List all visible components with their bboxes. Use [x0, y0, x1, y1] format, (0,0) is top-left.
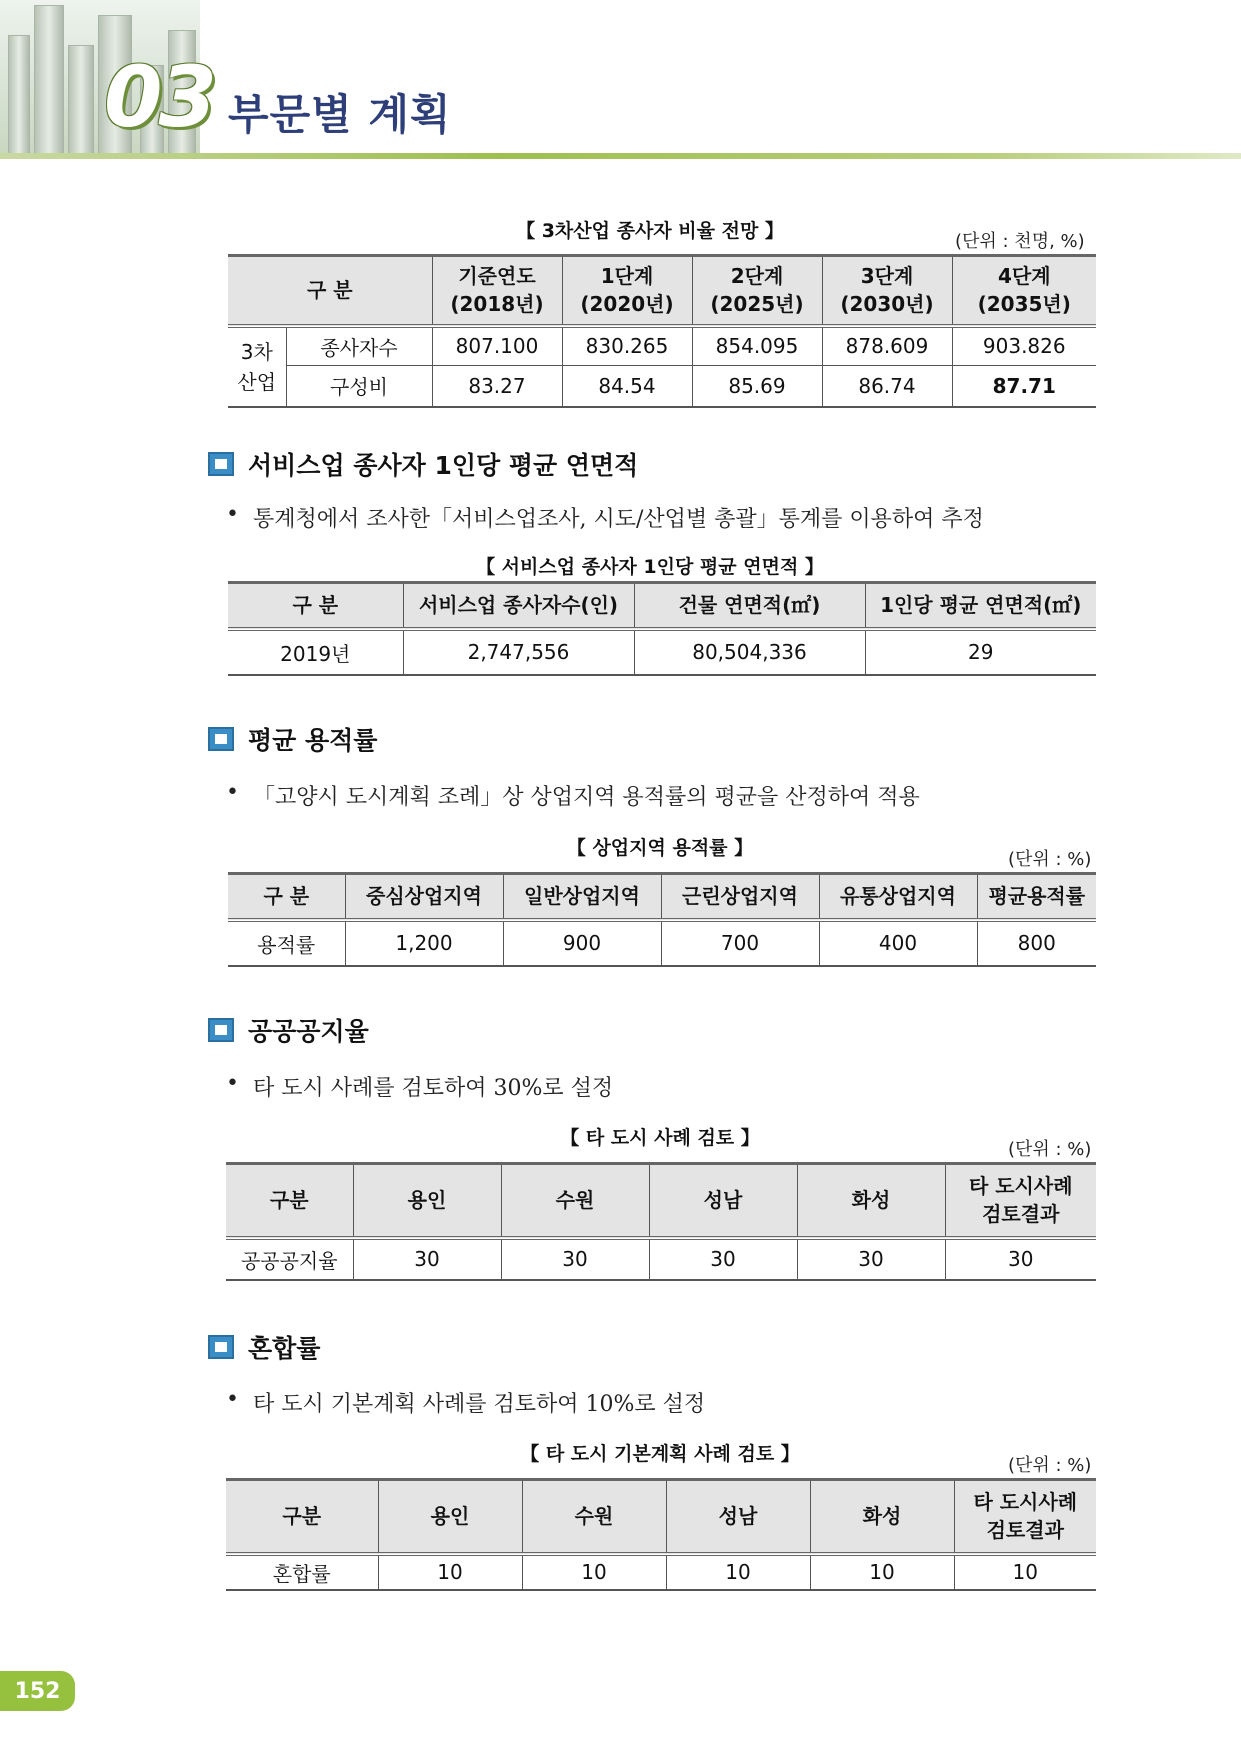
section-square-icon — [208, 1018, 234, 1042]
table-tertiary-industry-ratio — [228, 254, 1096, 408]
table-cell: 80,504,336 — [634, 629, 865, 675]
table-cell: 2,747,556 — [403, 629, 634, 675]
bullet-item — [226, 1071, 613, 1102]
table-cell: 800 — [977, 920, 1096, 966]
table1-header-category: 구 분 — [228, 256, 432, 326]
table4-header: 구분 — [226, 1164, 353, 1238]
section-heading-average-far — [208, 721, 377, 757]
table-cell: 용적률 — [228, 920, 345, 966]
table-cell: 공공공지율 — [226, 1238, 353, 1280]
table-row — [228, 629, 1096, 675]
bullet-dot-icon: • — [226, 1387, 239, 1412]
table4-header: 화성 — [797, 1164, 945, 1238]
table1-group-label: 3차 산업 — [228, 326, 286, 407]
table2-header: 구 분 — [228, 583, 403, 629]
bullet-text: 「고양시 도시계획 조례」상 상업지역 용적률의 평균을 산정하여 적용 — [252, 785, 920, 810]
table-service-floor-area — [228, 581, 1096, 676]
table-row — [226, 1238, 1096, 1280]
table-cell: 30 — [797, 1238, 945, 1280]
bullet-dot-icon: • — [226, 780, 239, 805]
table5-header: 성남 — [666, 1480, 810, 1554]
table-cell: 10 — [522, 1554, 666, 1590]
table-cell: 878.609 — [822, 326, 952, 366]
table3-caption: 【 상업지역 용적률 】 — [566, 837, 754, 859]
table1-col-header: 1단계 (2020년) — [562, 256, 692, 326]
table1-caption: 【 3차산업 종사자 비율 전망 】 — [516, 220, 784, 242]
table-cell: 2019년 — [228, 629, 403, 675]
table1-row-label: 종사자수 — [286, 326, 432, 366]
table-cell: 10 — [810, 1554, 954, 1590]
bullet-item — [226, 502, 984, 533]
table-cell: 30 — [501, 1238, 649, 1280]
table-row — [228, 366, 1096, 407]
page-number: 152 — [0, 1671, 75, 1711]
section-square-icon — [208, 727, 234, 751]
section-title: 서비스업 종사자 1인당 평균 연면적 — [248, 451, 639, 480]
table3-header: 구 분 — [228, 874, 345, 920]
section-title: 공공공지율 — [248, 1017, 369, 1046]
table2-header: 1인당 평균 연면적(㎡) — [865, 583, 1096, 629]
table1-col-header: 기준연도 (2018년) — [432, 256, 562, 326]
table1-col-header: 3단계 (2030년) — [822, 256, 952, 326]
table-row — [228, 326, 1096, 366]
table-cell: 700 — [661, 920, 819, 966]
table-cell: 830.265 — [562, 326, 692, 366]
section-square-icon — [208, 1335, 234, 1359]
table1-unit: (단위 : 천명, %) — [955, 231, 1085, 252]
table-cell: 854.095 — [692, 326, 822, 366]
bullet-item — [226, 780, 920, 811]
table3-header: 평균용적률 — [977, 874, 1096, 920]
table-cell: 900 — [503, 920, 661, 966]
section-heading-service-floor-area — [208, 446, 638, 482]
table3-header: 중심상업지역 — [345, 874, 503, 920]
page-header — [0, 0, 1241, 165]
table3-header: 유통상업지역 — [819, 874, 977, 920]
table-cell: 87.71 — [952, 366, 1096, 407]
section-square-icon — [208, 452, 234, 476]
bullet-text: 타 도시 사례를 검토하여 30%로 설정 — [252, 1076, 614, 1101]
table-cell: 807.100 — [432, 326, 562, 366]
table5-header: 화성 — [810, 1480, 954, 1554]
table5-header: 구분 — [226, 1480, 378, 1554]
table-other-city-masterplan-review — [226, 1478, 1096, 1591]
bullet-text: 통계청에서 조사한「서비스업조사, 시도/산업별 총괄」통계를 이용하여 추정 — [252, 507, 984, 532]
section-heading-mix-ratio — [208, 1329, 320, 1365]
table-cell: 10 — [666, 1554, 810, 1590]
table-cell: 10 — [378, 1554, 522, 1590]
table-row — [228, 920, 1096, 966]
bullet-dot-icon: • — [226, 1071, 239, 1096]
section-heading-public-open-space — [208, 1012, 369, 1048]
table-cell: 10 — [954, 1554, 1096, 1590]
table3-unit: (단위 : %) — [1008, 849, 1092, 870]
table2-header: 건물 연면적(㎡) — [634, 583, 865, 629]
table4-header: 용인 — [353, 1164, 501, 1238]
table-cell: 30 — [649, 1238, 797, 1280]
table1-col-header: 4단계 (2035년) — [952, 256, 1096, 326]
header-divider — [0, 153, 1241, 159]
table2-caption: 【 서비스업 종사자 1인당 평균 연면적 】 — [476, 556, 824, 578]
table-cell: 30 — [353, 1238, 501, 1280]
table-cell: 1,200 — [345, 920, 503, 966]
table4-caption: 【 타 도시 사례 검토 】 — [560, 1127, 760, 1149]
table-cell: 혼합률 — [226, 1554, 378, 1590]
chapter-title: 부문별 계획 — [228, 90, 452, 139]
table5-header: 용인 — [378, 1480, 522, 1554]
table5-header: 타 도시사례 검토결과 — [954, 1480, 1096, 1554]
bullet-text: 타 도시 기본계획 사례를 검토하여 10%로 설정 — [252, 1392, 706, 1417]
bullet-item — [226, 1387, 705, 1418]
section-title: 혼합률 — [248, 1334, 321, 1363]
table-cell: 85.69 — [692, 366, 822, 407]
table-cell: 29 — [865, 629, 1096, 675]
chapter-number: 03 — [104, 48, 213, 146]
table5-unit: (단위 : %) — [1008, 1455, 1092, 1476]
table1-row-label: 구성비 — [286, 366, 432, 407]
table4-header: 타 도시사례 검토결과 — [945, 1164, 1096, 1238]
table-commercial-far — [228, 872, 1096, 967]
section-title: 평균 용적률 — [248, 726, 378, 755]
table-cell: 400 — [819, 920, 977, 966]
table4-header: 성남 — [649, 1164, 797, 1238]
table1-col-header: 2단계 (2025년) — [692, 256, 822, 326]
table3-header: 근린상업지역 — [661, 874, 819, 920]
table4-header: 수원 — [501, 1164, 649, 1238]
table-other-city-review — [226, 1162, 1096, 1281]
table2-header: 서비스업 종사자수(인) — [403, 583, 634, 629]
table3-header: 일반상업지역 — [503, 874, 661, 920]
table5-caption: 【 타 도시 기본계획 사례 검토 】 — [520, 1443, 800, 1465]
table-cell: 86.74 — [822, 366, 952, 407]
table-cell: 83.27 — [432, 366, 562, 407]
table5-header: 수원 — [522, 1480, 666, 1554]
table-row — [226, 1554, 1096, 1590]
table-cell: 903.826 — [952, 326, 1096, 366]
table-cell: 84.54 — [562, 366, 692, 407]
bullet-dot-icon: • — [226, 502, 239, 527]
table-cell: 30 — [945, 1238, 1096, 1280]
table4-unit: (단위 : %) — [1008, 1139, 1092, 1160]
